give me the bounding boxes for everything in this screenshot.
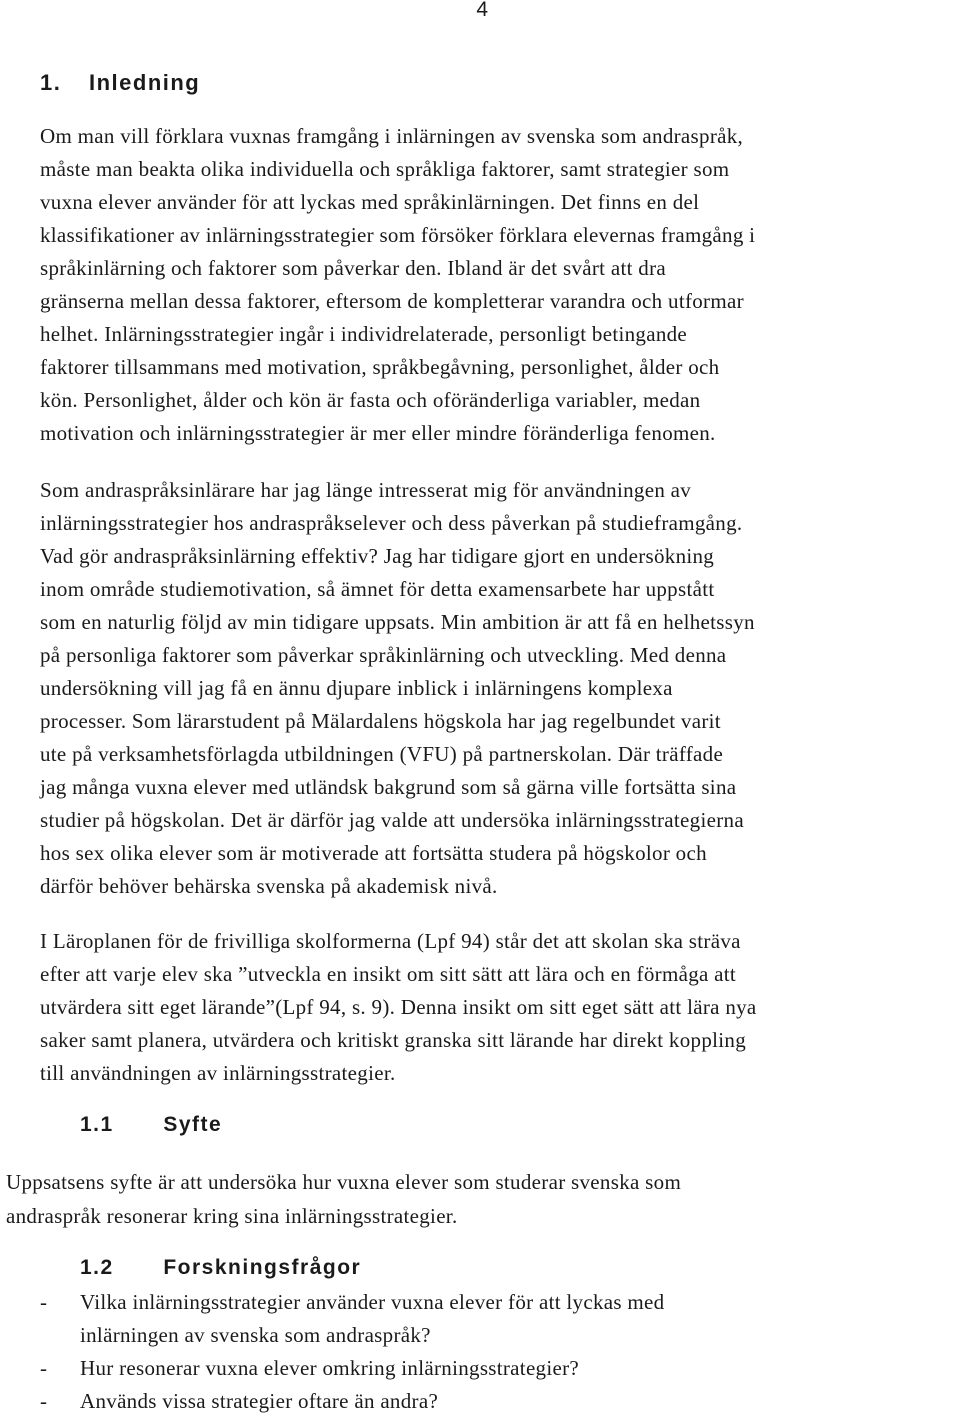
paragraph-line: hos sex olika elever som är motiverade att fortsätta studera på högskolor och [40,841,707,865]
paragraph-line: efter att varje elev ska ”utveckla en insikt om sitt sätt att lära och en förmåga att [40,962,737,986]
research-questions-list [40,1286,664,1418]
paragraph-line: I Läroplanen för de frivilliga skolformerna (Lpf 94) står det att skolan ska sträva [40,929,741,953]
paragraph-line: på personliga faktorer som påverkar språkinlärning och utveckling. Med denna [40,643,727,667]
paragraph-line: Uppsatsens syfte är att undersöka hur vuxna elever som studerar svenska som [6,1170,682,1194]
paragraph-line: kön. Personlighet, ålder och kön är fasta och oföränderliga variabler, medan [40,388,701,412]
paragraph-line: språkinlärning och faktorer som påverkar den. Ibland är det svårt att dra [40,256,666,280]
paragraph-line: inlärningsstrategier hos andraspråkselever och dess påverkan på studieframgång. [40,511,743,535]
subsection-number: 1.2 [80,1256,114,1279]
list-item [40,1352,664,1385]
paragraph-line: till användningen av inlärningsstrategier. [40,1061,396,1085]
subsection-heading-syfte [80,1113,222,1137]
paragraph-line: vuxna elever använder för att lyckas med språkinlärningen. Det finns en del [40,190,700,214]
paragraph-line: motivation och inlärningsstrategier är mer eller mindre föränderliga fenomen. [40,421,716,445]
list-item-line: Används vissa strategier oftare än andra? [80,1389,439,1413]
paragraph-line: Vad gör andraspråksinlärning effektiv? Jag har tidigare gjort en undersökning [40,544,715,568]
paragraph-line: jag många vuxna elever med utländsk bakgrund som så gärna ville fortsätta sina [40,775,737,799]
paragraph-line: måste man beakta olika individuella och språkliga faktorer, samt strategier som [40,157,730,181]
list-item-line: Vilka inlärningsstrategier använder vuxna elever för att lyckas med [80,1290,665,1314]
list-dash: - [40,1389,48,1413]
section-title: Inledning [88,70,201,95]
list-item-line: Hur resonerar vuxna elever omkring inlärningsstrategier? [80,1356,580,1380]
list-item [40,1286,664,1352]
paragraph-line: inom område studiemotivation, så ämnet för detta examensarbete har uppstått [40,577,715,601]
list-item-line: inlärningen av svenska som andraspråk? [80,1323,431,1347]
paragraph-line: saker samt planera, utvärdera och kritiskt granska sitt lärande har direkt koppling [40,1028,747,1052]
aim-paragraph [6,1165,956,1233]
paragraph-1 [40,120,960,450]
subsection-number: 1.1 [80,1113,114,1136]
paragraph-line: därför behöver behärska svenska på akademisk nivå. [40,874,498,898]
paragraph-line: processer. Som lärarstudent på Mälardalens högskola har jag regelbundet varit [40,709,721,733]
paragraph-line: studier på högskolan. Det är därför jag valde att undersöka inlärningsstrategierna [40,808,744,832]
paragraph-line: utvärdera sitt eget lärande”(Lpf 94, s. 9). Denna insikt om sitt eget sätt att lära nya [40,995,757,1019]
paragraph-line: faktorer tillsammans med motivation, språkbegåvning, personlighet, ålder och [40,355,720,379]
list-dash: - [40,1356,48,1380]
paragraph-line: Om man vill förklara vuxnas framgång i inlärningen av svenska som andraspråk, [40,124,744,148]
section-heading-inledning [40,70,200,96]
paragraph-line: andraspråk resonerar kring sina inlärningsstrategier. [6,1204,458,1228]
paragraph-line: som en naturlig följd av min tidigare uppsats. Min ambition är att få en helhetssyn [40,610,755,634]
subsection-heading-forskningsfragor [80,1256,361,1280]
paragraph-line: undersökning vill jag få en ännu djupare inblick i inlärningens komplexa [40,676,673,700]
paragraph-2 [40,474,960,903]
subsection-title: Forskningsfrågor [163,1256,362,1279]
list-item [40,1385,664,1418]
paragraph-line: Som andraspråksinlärare har jag länge intresserat mig för användningen av [40,478,692,502]
list-dash: - [40,1290,48,1314]
paragraph-line: gränserna mellan dessa faktorer, eftersom de kompletterar varandra och utformar [40,289,744,313]
paragraph-line: helhet. Inlärningsstrategier ingår i individrelaterade, personligt betingande [40,322,688,346]
section-number: 1. [40,70,62,95]
page-number: 4 [476,0,488,21]
paragraph-3 [40,925,960,1090]
subsection-title: Syfte [163,1113,223,1136]
paragraph-line: ute på verksamhetsförlagda utbildningen (VFU) på partnerskolan. Där träffade [40,742,724,766]
paragraph-line: klassifikationer av inlärningsstrategier som försöker förklara elevernas framgång i [40,223,756,247]
